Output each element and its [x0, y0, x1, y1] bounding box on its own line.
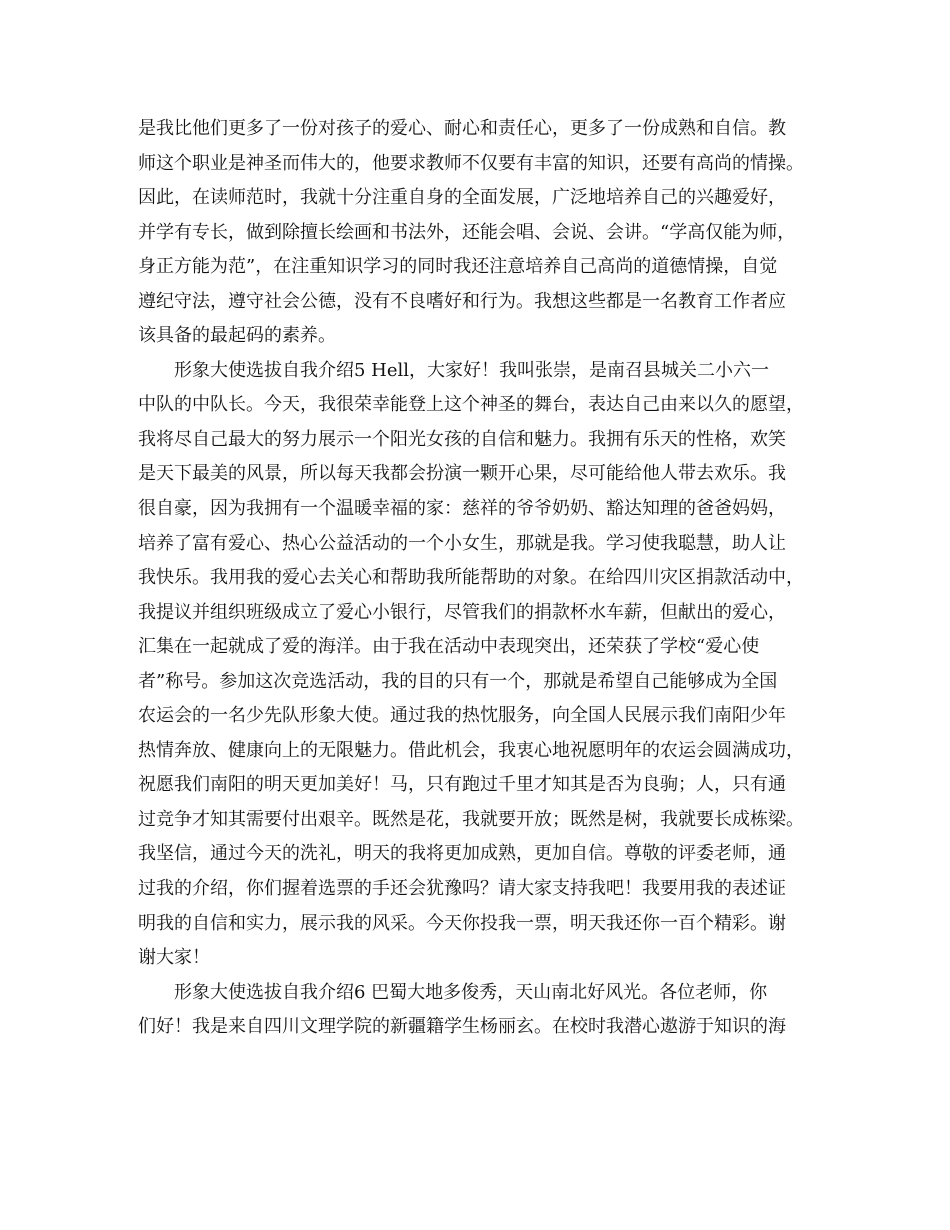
text-line: 我提议并组织班级成立了爱心小银行，尽管我们的捐款杯水车薪，但献出的爱心，: [138, 601, 786, 623]
text-line: 因此，在读师范时，我就十分注重自身的全面发展，广泛地培养自己的兴趣爱好，: [138, 187, 786, 209]
text-line: 我将尽自己最大的努力展示一个阳光女孩的自信和魅力。我拥有乐天的性格，欢笑: [138, 428, 786, 450]
text-line: 农运会的一名少先队形象大使。通过我的热忱服务，向全国人民展示我们南阳少年: [138, 705, 786, 727]
text-line: 并学有专长，做到除擅长绘画和书法外，还能会唱、会说、会讲。“学高仅能为师，: [138, 221, 796, 243]
text-line: 培养了富有爱心、热心公益活动的一个小女生，那就是我。学习使我聪慧，助人让: [138, 532, 786, 554]
text-line: 我坚信，通过今天的洗礼，明天的我将更加成熟，更加自信。尊敬的评委老师，通: [138, 843, 786, 865]
text-line: 是天下最美的风景，所以每天我都会扮演一颗开心果，尽可能给他人带去欢乐。我: [138, 463, 786, 485]
text-line: 过我的介绍，你们握着选票的手还会犹豫吗？请大家支持我吧！我要用我的表述证: [138, 878, 786, 900]
text-line: 汇集在一起就成了爱的海洋。由于我在活动中表现突出，还荣获了学校“爱心使: [138, 636, 760, 658]
text-line: 遵纪守法，遵守社会公德，没有不良嗜好和行为。我想这些都是一名教育工作者应: [138, 290, 786, 312]
text-line: 身正方能为范”，在注重知识学习的同时我还注意培养自己高尚的道德情操，自觉: [138, 256, 778, 278]
text-line: 该具备的最起码的素养。: [138, 325, 336, 347]
document-body: [138, 112, 818, 1045]
text-line: 师这个职业是神圣而伟大的，他要求教师不仅要有丰富的知识，还要有高尚的情操。: [138, 152, 804, 174]
text-line: 明我的自信和实力，展示我的风采。今天你投我一票，明天我还你一百个精彩。谢: [138, 912, 786, 934]
text-line: 者”称号。参加这次竞选活动，我的目的只有一个，那就是希望自己能够成为全国: [138, 670, 778, 692]
text-line: 是我比他们更多了一份对孩子的爱心、耐心和责任心，更多了一份成熟和自信。教: [138, 118, 786, 139]
paragraph-start-line: 形象大使选拔自我介绍6 巴蜀大地多俊秀，天山南北好风光。各位老师，你: [138, 981, 768, 1003]
text-line: 中队的中队长。今天，我很荣幸能登上这个神圣的舞台，表达自己由来以久的愿望，: [138, 394, 804, 416]
text-line: 我快乐。我用我的爱心去关心和帮助我所能帮助的对象。在给四川灾区捐款活动中，: [138, 567, 804, 589]
text-line: 热情奔放、健康向上的无限魅力。借此机会，我衷心地祝愿明年的农运会圆满成功，: [138, 739, 804, 761]
text-line: 谢大家！: [138, 947, 210, 969]
text-line: 祝愿我们南阳的明天更加美好！马，只有跑过千里才知其是否为良驹；人，只有通: [138, 774, 786, 796]
text-line: 很自豪，因为我拥有一个温暖幸福的家：慈祥的爷爷奶奶、豁达知理的爸爸妈妈，: [138, 498, 786, 520]
text-line: 过竞争才知其需要付出艰辛。既然是花，我就要开放；既然是树，我就要长成栋梁。: [138, 808, 804, 830]
paragraph-start-line: 形象大使选拔自我介绍5 Hell，大家好！我叫张崇，是南召县城关二小六一: [138, 359, 770, 381]
text-line: 们好！我是来自四川文理学院的新疆籍学生杨丽玄。在校时我潜心遨游于知识的海: [138, 1016, 786, 1038]
